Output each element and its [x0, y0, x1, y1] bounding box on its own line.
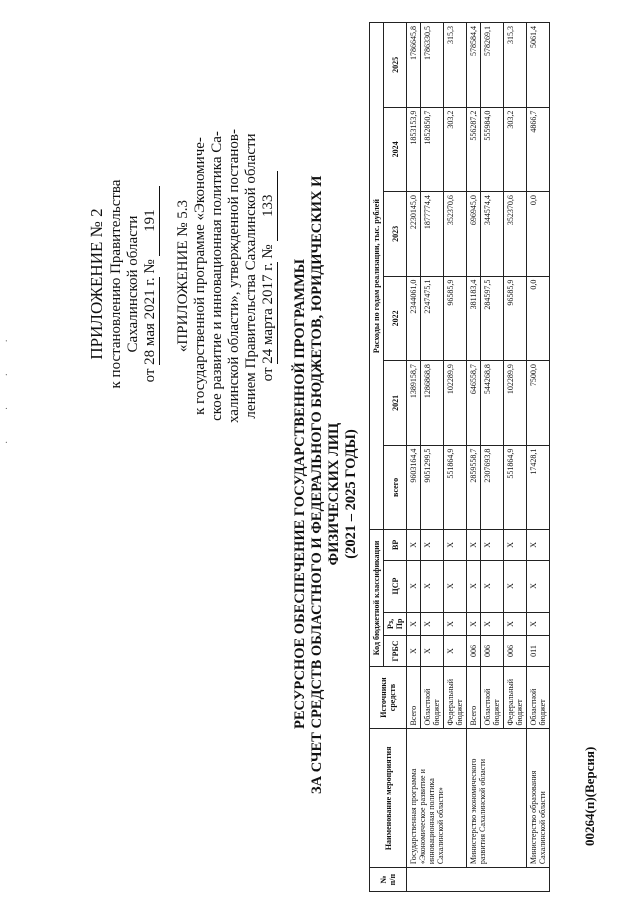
- total-cell: 9051299,5: [421, 445, 444, 530]
- scan-marks: · · · ·: [2, 325, 13, 444]
- rzpr-cell: Х: [481, 612, 504, 636]
- rzpr-cell: Х: [467, 612, 481, 636]
- csr-cell: Х: [527, 560, 550, 612]
- y2024-cell: 4866,7: [527, 107, 550, 192]
- header-2023: 2023: [384, 192, 407, 277]
- header-name: Наименование мероприятия: [370, 729, 407, 868]
- y2025-cell: 315,3: [444, 23, 467, 108]
- row-num-cell: [407, 868, 550, 892]
- y2023-cell: 2230145,0: [407, 192, 421, 277]
- csr-cell: Х: [407, 560, 421, 612]
- grbs-cell: 006: [481, 636, 504, 666]
- header-2025: 2025: [384, 23, 407, 108]
- y2021-cell: 1389158,7: [407, 361, 421, 446]
- source-cell: Федеральный бюджет: [444, 666, 467, 729]
- total-cell: 2859558,7: [467, 445, 481, 530]
- rzpr-cell: Х: [527, 612, 550, 636]
- y2023-cell: 696945,0: [467, 192, 481, 277]
- appendix-line-2: Сахалинской области: [125, 215, 141, 353]
- y2024-cell: 303,2: [444, 107, 467, 192]
- subappendix-from-label: от: [260, 367, 276, 382]
- vr-cell: Х: [504, 530, 527, 560]
- header-num: № п/п: [370, 868, 407, 892]
- header-2021: 2021: [384, 361, 407, 446]
- appendix-line-1: к постановлению Правительства: [108, 179, 124, 389]
- footer-code: 00264(п)(Версия): [582, 746, 597, 846]
- header-source: Источники средств: [370, 666, 407, 729]
- csr-cell: Х: [481, 560, 504, 612]
- vr-cell: Х: [444, 530, 467, 560]
- y2022-cell: 2344061,0: [407, 276, 421, 361]
- grbs-cell: Х: [444, 636, 467, 666]
- y2024-cell: 555984,0: [481, 107, 504, 192]
- y2022-cell: 96585,9: [504, 276, 527, 361]
- title-line-1: РЕСУРСНОЕ ОБЕСПЕЧЕНИЕ ГОСУДАРСТВЕННОЙ ПРОГРАММЫ: [292, 258, 308, 730]
- table-row: [407, 23, 421, 892]
- y2025-cell: 1786645,8: [407, 23, 421, 108]
- subappendix-date: 24 марта 2017 г.: [260, 262, 276, 364]
- rzpr-cell: Х: [407, 612, 421, 636]
- source-cell: Всего: [407, 666, 421, 729]
- vr-cell: Х: [481, 530, 504, 560]
- appendix-no-label: №: [142, 259, 158, 274]
- subappendix-number: 133: [260, 171, 278, 241]
- total-cell: 9603164,4: [407, 445, 421, 530]
- subappendix-line-2: к государственной программе «Экономиче-: [192, 137, 208, 415]
- table-header-row: [370, 23, 384, 892]
- source-cell: Федеральный бюджет: [504, 666, 527, 729]
- source-cell: Всего: [467, 666, 481, 729]
- csr-cell: Х: [444, 560, 467, 612]
- subappendix-header: [175, 126, 278, 426]
- rzpr-cell: Х: [444, 612, 467, 636]
- total-cell: 17428,1: [527, 445, 550, 530]
- rzpr-cell: Х: [504, 612, 527, 636]
- y2023-cell: 352370,6: [444, 192, 467, 277]
- title-line-3: ФИЗИЧЕСКИХ ЛИЦ: [326, 422, 342, 566]
- header-rzpr: Рз, Пр: [384, 612, 407, 636]
- appendix-from-label: от: [142, 368, 158, 383]
- ministry-economy-cell: Министерство экономического развития Сахалинской области: [467, 729, 527, 868]
- source-cell: Областной бюджет: [421, 666, 444, 729]
- appendix-title: ПРИЛОЖЕНИЕ № 2: [87, 208, 106, 360]
- y2023-cell: 344574,4: [481, 192, 504, 277]
- vr-cell: Х: [467, 530, 481, 560]
- total-cell: 551864,9: [504, 445, 527, 530]
- total-cell: 2307693,8: [481, 445, 504, 530]
- y2025-cell: 1786330,5: [421, 23, 444, 108]
- grbs-cell: 006: [504, 636, 527, 666]
- header-vr: ВР: [384, 530, 407, 560]
- y2024-cell: 1852850,7: [421, 107, 444, 192]
- table-row: [527, 23, 550, 892]
- title-line-2: ЗА СЧЕТ СРЕДСТВ ОБЛАСТНОГО И ФЕДЕРАЛЬНОГО БЮДЖЕТОВ, ЮРИДИЧЕСКИХ И: [309, 175, 325, 794]
- title-line-4: (2021 – 2025 ГОДЫ): [343, 429, 359, 559]
- header-total: всего: [384, 445, 407, 530]
- y2023-cell: 0,0: [527, 192, 550, 277]
- subappendix-line-1: «ПРИЛОЖЕНИЕ № 5.3: [175, 199, 191, 353]
- y2021-cell: 646558,7: [467, 361, 481, 446]
- y2022-cell: 0,0: [527, 276, 550, 361]
- header-2022: 2022: [384, 276, 407, 361]
- y2025-cell: 315,3: [504, 23, 527, 108]
- y2021-cell: 1286868,8: [421, 361, 444, 446]
- vr-cell: Х: [527, 530, 550, 560]
- y2023-cell: 1877774,4: [421, 192, 444, 277]
- y2021-cell: 102289,9: [444, 361, 467, 446]
- source-cell: Областной бюджет: [481, 666, 504, 729]
- subappendix-date-line: [260, 126, 278, 426]
- header-expenses-group: Расходы по годам реализации, тыс. рублей: [370, 23, 384, 530]
- header-code-group: Код бюджетной классификации: [370, 530, 384, 667]
- appendix-date-line: [142, 134, 160, 434]
- rzpr-cell: Х: [421, 612, 444, 636]
- y2021-cell: 544268,8: [481, 361, 504, 446]
- y2023-cell: 352370,6: [504, 192, 527, 277]
- header-grbs: ГРБС: [384, 636, 407, 666]
- csr-cell: Х: [421, 560, 444, 612]
- appendix-number: 191: [142, 186, 160, 256]
- ministry-education-cell: Министерство образования Сахалинской области: [527, 729, 550, 868]
- y2022-cell: 2247475,1: [421, 276, 444, 361]
- header-csr: ЦСР: [384, 560, 407, 612]
- y2025-cell: 578269,1: [481, 23, 504, 108]
- y2022-cell: 381183,4: [467, 276, 481, 361]
- csr-cell: Х: [504, 560, 527, 612]
- document-title: [292, 175, 360, 794]
- header-2024: 2024: [384, 107, 407, 192]
- resource-table: [369, 22, 550, 892]
- y2022-cell: 96585,9: [444, 276, 467, 361]
- program-name-cell: Государственная программа «Экономическое развитие и инновационная политика Сахалинской области»: [407, 729, 467, 868]
- subappendix-line-3: ское развитие и инновационная политика Са-: [209, 131, 225, 421]
- y2021-cell: 102289,9: [504, 361, 527, 446]
- y2025-cell: 578584,4: [467, 23, 481, 108]
- y2024-cell: 1853153,9: [407, 107, 421, 192]
- y2021-cell: 7500,0: [527, 361, 550, 446]
- grbs-cell: Х: [407, 636, 421, 666]
- vr-cell: Х: [407, 530, 421, 560]
- grbs-cell: 011: [527, 636, 550, 666]
- csr-cell: Х: [467, 560, 481, 612]
- vr-cell: Х: [421, 530, 444, 560]
- y2024-cell: 556287,2: [467, 107, 481, 192]
- total-cell: 551864,9: [444, 445, 467, 530]
- appendix-date: 28 мая 2021 г.: [142, 277, 158, 365]
- y2022-cell: 284597,5: [481, 276, 504, 361]
- grbs-cell: 006: [467, 636, 481, 666]
- table-row: [467, 23, 481, 892]
- subappendix-no-label: №: [260, 244, 276, 259]
- y2025-cell: 5061,4: [527, 23, 550, 108]
- y2024-cell: 303,2: [504, 107, 527, 192]
- source-cell: Областной бюджет: [527, 666, 550, 729]
- subappendix-line-4: халинской области», утвержденной постанов-: [226, 129, 242, 423]
- appendix-header: [88, 134, 160, 434]
- subappendix-line-5: лением Правительства Сахалинской области: [243, 133, 259, 419]
- grbs-cell: Х: [421, 636, 444, 666]
